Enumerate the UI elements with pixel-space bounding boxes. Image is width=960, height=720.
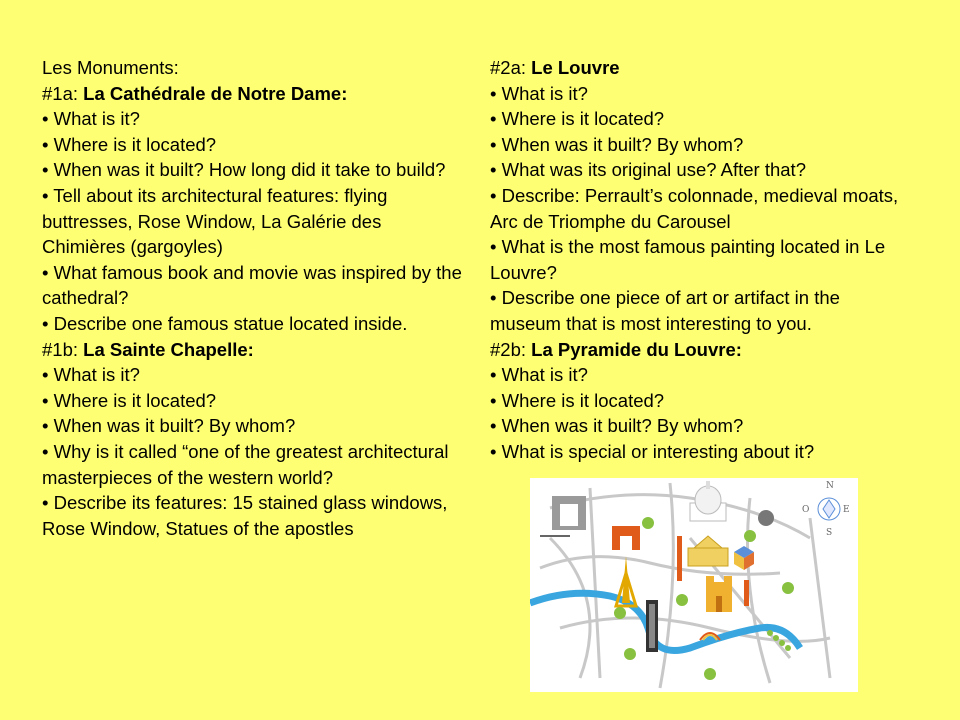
bastille-column-icon (744, 580, 749, 606)
section-1b-title: La Sainte Chapelle: (83, 338, 254, 360)
list-item: • What is it? (490, 364, 588, 386)
monuments-heading: Les Monuments: (42, 57, 179, 78)
compass-north-label: N (826, 481, 834, 491)
eiffel-tower-icon (616, 556, 636, 606)
compass-south-label: S (826, 528, 833, 538)
list-item: • What was its original use? After that? (490, 159, 806, 181)
list-item: • Where is it located? (490, 389, 665, 411)
list-item: • What famous book and movie was inspired by the cathedral? (42, 261, 462, 309)
left-column (42, 55, 462, 541)
grande-arche-icon (540, 496, 586, 536)
list-item: • Where is it located? (42, 389, 217, 411)
montparnasse-tower-icon (646, 600, 658, 652)
section-1a-title: La Cathédrale de Notre Dame: (83, 82, 348, 104)
section-1b-prefix: #1b: (42, 338, 84, 360)
list-item: • What is the most famous painting located in Le Louvre? (490, 236, 886, 283)
section-1a-heading (42, 81, 462, 107)
section-2b-prefix: #2b: (490, 338, 532, 360)
list-item: • Describe one famous statue located inside. (42, 312, 408, 334)
notre-dame-icon (706, 576, 732, 612)
sacre-coeur-icon (690, 481, 726, 521)
paris-map-illustration (530, 478, 858, 692)
list-item: • When was it built? By whom? (42, 415, 296, 437)
list-item: • Describe one piece of art or artifact in the museum that is most interesting to you. (490, 287, 840, 334)
list-item: • Describe: Perrault’s colonnade, medieval moats, Arc de Triomphe du Carousel (490, 184, 899, 232)
list-item: • Describe its features: 15 stained glass windows, Rose Window, Statues of the apostles (42, 492, 448, 539)
list-item: • What is it? (490, 82, 588, 104)
list-item: • What is special or interesting about it? (490, 440, 815, 462)
right-column (490, 55, 910, 465)
section-1a-prefix: #1a: (42, 82, 84, 104)
section-2b-title: La Pyramide du Louvre: (531, 338, 742, 360)
list-item: • When was it built? By whom? (490, 415, 744, 437)
paris-map-svg (530, 478, 858, 692)
section-2a-prefix: #2a: (490, 57, 532, 78)
list-item: • Where is it located? (490, 108, 665, 130)
list-item: • Why is it called “one of the greatest architectural masterpieces of the western world? (42, 440, 449, 488)
list-item: • When was it built? How long did it take to build? (42, 159, 446, 181)
list-item: • What is it? (42, 364, 140, 386)
compass-icon (802, 481, 850, 538)
compass-east-label: E (843, 505, 850, 515)
geode-sphere-icon (758, 510, 774, 526)
section-2a-title: Le Louvre (531, 57, 620, 78)
section-2a-heading (490, 55, 910, 81)
list-item: • When was it built? By whom? (490, 133, 744, 155)
section-2b-heading (490, 337, 910, 363)
section-1b-heading (42, 337, 462, 363)
list-item: • Where is it located? (42, 133, 217, 155)
obelisk-icon (677, 536, 682, 581)
pompidou-cube-icon (734, 546, 754, 570)
list-item: • What is it? (42, 108, 140, 130)
list-item: • Tell about its architectural features: flying buttresses, Rose Window, La Galérie des Chimières (gargoyles) (42, 184, 388, 258)
compass-west-label: O (802, 505, 810, 515)
arc-de-triomphe-icon (612, 526, 640, 550)
